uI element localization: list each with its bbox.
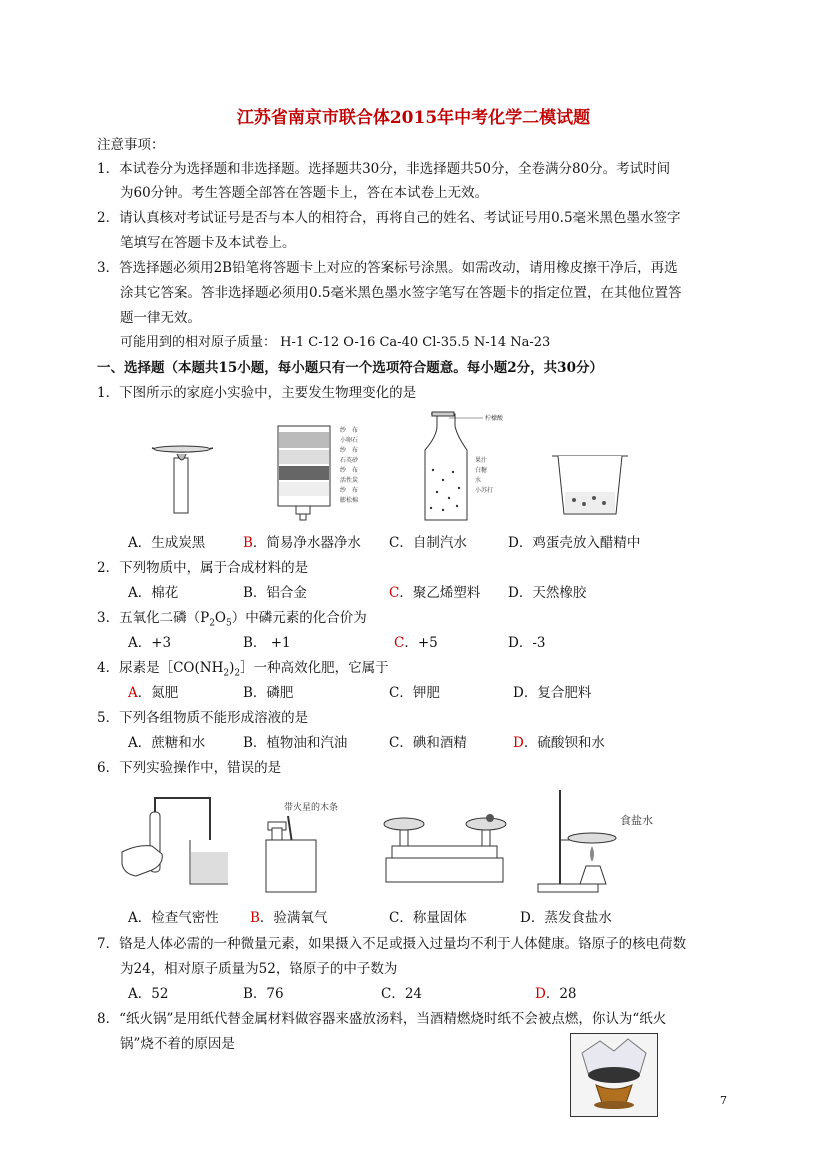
q3-option-b: B． +1	[243, 635, 291, 651]
q5-option-c: C．碘和酒精	[389, 735, 467, 751]
evaporation-figure	[530, 784, 660, 896]
atomic-masses: 可能用到的相对原子质量： H-1 C-12 O-16 Ca-40 Cl-35.5 N-14 Na-23	[120, 335, 551, 350]
q5-option-b: B．植物油和汽油	[243, 735, 348, 751]
q6-option-c: C．称量固体	[389, 910, 467, 926]
bottle-label: 果汁	[475, 457, 488, 464]
notice-heading: 注意事项：	[97, 137, 165, 153]
q1-option-a: A．生成炭黑	[128, 535, 206, 551]
notice-3-line2: 涂其它答案。答非选择题必须用0.5毫米黑色墨水签字笔写在答题卡的指定位置，在其他位置答	[120, 285, 682, 301]
q6-option-b: ．验满氧气	[259, 910, 328, 926]
q1-option-d: D．鸡蛋壳放入醋精中	[508, 535, 641, 551]
q2-option-c: ．聚乙烯塑料	[399, 585, 481, 601]
bottle-label: 水	[475, 477, 482, 484]
q6-answer-letter: B	[250, 910, 260, 926]
q2-option-a: A．棉花	[128, 585, 179, 601]
q3-option-c: ．+5	[404, 635, 438, 651]
q1-answer-letter: B	[243, 535, 253, 551]
saltwater-label: 食盐水	[620, 814, 653, 827]
filter-label: 纱 布	[340, 487, 359, 494]
q1-stem: 1．下图所示的家庭小实验中，主要发生物理变化的是	[97, 385, 417, 401]
q3-answer-letter: C	[394, 635, 405, 651]
page-title: 江苏省南京市联合体2015年中考化学二模试题	[236, 108, 591, 128]
filter-label: 活性炭	[340, 477, 359, 484]
q7-line2: 为24，相对原子质量为52，铬原子的中子数为	[120, 961, 398, 977]
q5-option-a: A．蔗糖和水	[128, 735, 206, 751]
q2-stem: 2．下列物质中，属于合成材料的是	[97, 560, 309, 576]
q6-option-a: A．检查气密性	[128, 910, 219, 926]
q7-option-c: C．24	[381, 986, 423, 1002]
q7-option-a: A．52	[128, 986, 169, 1002]
q8-line1: 8．“纸火锅”是用纸代替金属材料做容器来盛放汤料，当酒精燃烧时纸不会被点燃，你认为“纸火	[97, 1011, 667, 1027]
section-heading: 一、选择题（本题共15小题，每小题只有一个选项符合题意。每小题2分，共30分）	[97, 360, 603, 376]
q3-stem: 3．五氧化二磷$(P_2O_5)$中磷元素的化合价为	[97, 610, 367, 629]
q3-option-a: A．+3	[128, 635, 172, 651]
q7-option-d: ．28	[545, 986, 577, 1002]
q2-option-b: B．铝合金	[243, 585, 307, 601]
notice-2-line1: 2．请认真核对考试证号是否与本人的相符合，再将自己的姓名、考试证号用0.5毫米黑色墨水签字	[97, 210, 681, 226]
q6-stem: 6．下列实验操作中，错误的是	[97, 760, 282, 776]
filter-label: 纱 布	[340, 447, 359, 454]
water-filter-figure	[268, 422, 388, 522]
q2-option-d: D．天然橡胶	[508, 585, 587, 601]
page-number: 7	[720, 1094, 727, 1107]
filter-label: 小卵石	[340, 437, 359, 444]
notice-3-line1: 3．答选择题必须用2B铅笔将答题卡上对应的答案标号涂黑。如需改动，请用橡皮擦干净后，再选	[97, 260, 678, 276]
q7-option-b: B．76	[243, 986, 284, 1002]
airtightness-check-figure	[118, 792, 228, 896]
notice-2-line2: 笔填写在答题卡及本试卷上。	[120, 235, 296, 251]
q3-option-d: D．-3	[508, 635, 546, 651]
balance-figure	[382, 812, 507, 896]
paper-hotpot-photo	[570, 1033, 658, 1117]
notice-1-line2: 为60分钟。考生答题全部答在答题卡上，答在本试卷上无效。	[120, 185, 489, 201]
soda-bottle-figure	[413, 410, 523, 528]
filter-label: 石英砂	[340, 457, 359, 464]
q5-option-d: ．硫酸钡和水	[523, 735, 605, 751]
eggshell-vinegar-figure	[550, 452, 630, 520]
q6-option-d: D．蒸发食盐水	[520, 910, 612, 926]
filter-label: 纱 布	[340, 427, 359, 434]
q4-stem: 4．尿素是$[CO(NH_2)_2]$一种高效化肥，它属于	[97, 660, 389, 679]
splint-label: 带火星的木条	[284, 803, 339, 813]
q2-answer-letter: C	[389, 585, 400, 601]
bottle-label: 白糖	[475, 467, 488, 474]
bottle-top-label: 柠檬酸	[485, 415, 504, 422]
q1-option-c: C．自制汽水	[389, 535, 467, 551]
carbon-black-figure	[150, 440, 215, 520]
notice-1-line1: 1．本试卷分为选择题和非选择题。选择题共30分，非选择题共50分，全卷满分80分。考试时间	[97, 161, 671, 177]
q1-option-b: ．简易净水器净水	[252, 535, 361, 551]
q4-option-d: D．复合肥料	[513, 685, 592, 701]
q5-stem: 5．下列各组物质不能形成溶液的是	[97, 710, 309, 726]
q4-answer-letter: A	[128, 685, 138, 701]
oxygen-check-figure	[262, 800, 362, 896]
q4-option-c: C．钾肥	[389, 685, 440, 701]
filter-label: 纱 布	[340, 467, 359, 474]
q5-answer-letter: D	[513, 735, 524, 751]
q7-answer-letter: D	[535, 986, 546, 1002]
notice-3-line3: 题一律无效。	[120, 310, 201, 326]
q7-line1: 7．铬是人体必需的一种微量元素，如果摄入不足或摄入过量均不利于人体健康。铬原子的核电荷数	[97, 936, 687, 952]
q8-line2: 锅”烧不着的原因是	[120, 1036, 235, 1052]
q4-option-b: B．磷肥	[243, 685, 294, 701]
bottle-label: 小苏打	[475, 487, 494, 494]
filter-label: 膨松棉	[340, 497, 359, 504]
q4-option-a: ．氮肥	[137, 685, 179, 701]
